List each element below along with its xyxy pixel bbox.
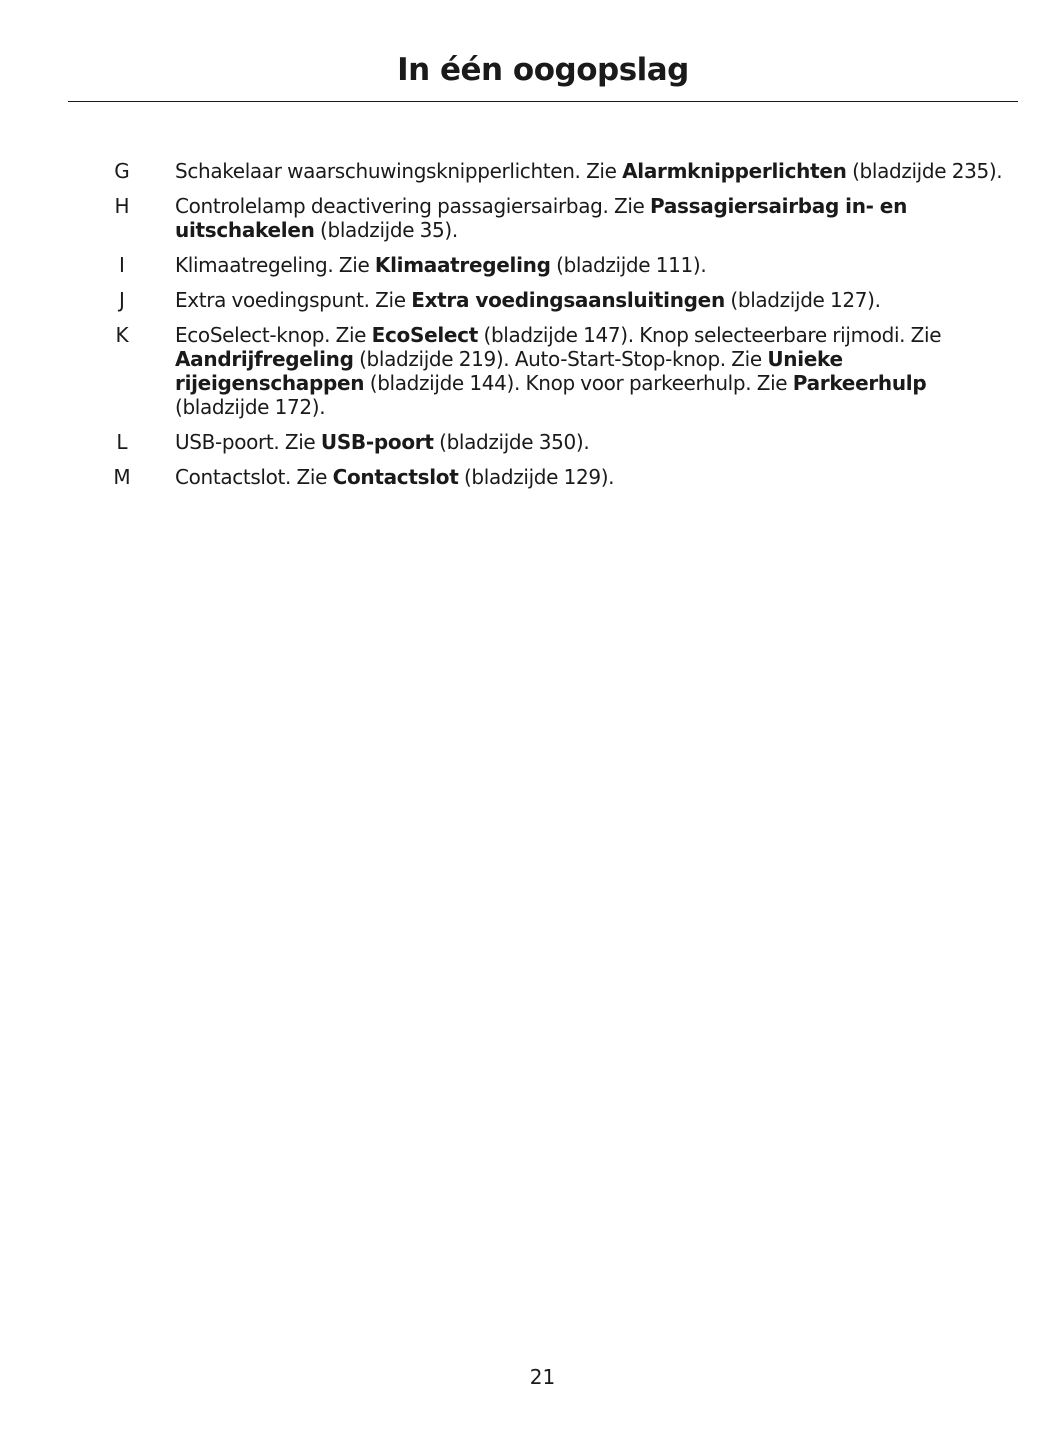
description-text: Extra voedingspunt. Zie — [175, 288, 412, 312]
legend-item-letter: K — [115, 323, 129, 347]
cross-reference-title: Passagiersairbag in- en uitschakelen — [175, 194, 908, 242]
legend-item — [68, 253, 1018, 277]
description-text: (bladzijde 147). Knop selecteerbare rijmodi. Zie — [478, 323, 942, 347]
description-text: (bladzijde 129). — [458, 465, 615, 489]
legend-item-description — [175, 288, 1018, 312]
description-text: (bladzijde 219). Auto-Start-Stop-knop. Zie — [353, 347, 768, 371]
legend-item-description — [175, 430, 1018, 454]
cross-reference-title: Extra voedingsaansluitingen — [411, 288, 725, 312]
cross-reference-title: Alarmknipperlichten — [622, 159, 847, 183]
description-text: Klimaatregeling. Zie — [175, 253, 375, 277]
page-number: 21 — [529, 1365, 556, 1389]
legend-item — [68, 159, 1018, 183]
legend-item-description — [175, 465, 1018, 489]
cross-reference-title: Contactslot — [332, 465, 459, 489]
description-text: EcoSelect-knop. Zie — [175, 323, 372, 347]
legend-item — [68, 323, 1018, 419]
legend-item — [68, 194, 1018, 242]
legend-item-letter: I — [119, 253, 125, 277]
legend-item-description — [175, 159, 1018, 183]
title-divider — [68, 101, 1018, 102]
description-text: (bladzijde 111). — [550, 253, 707, 277]
legend-list — [68, 159, 1018, 500]
legend-item-letter: G — [114, 159, 130, 183]
cross-reference-title: EcoSelect — [371, 323, 478, 347]
description-text: (bladzijde 235). — [846, 159, 1003, 183]
cross-reference-title: USB-poort — [320, 430, 434, 454]
description-text: (bladzijde 35). — [314, 218, 458, 242]
legend-item-letter: H — [114, 194, 130, 218]
legend-item-description — [175, 323, 1018, 419]
legend-item — [68, 465, 1018, 489]
cross-reference-title: Klimaatregeling — [374, 253, 551, 277]
cross-reference-title: Parkeerhulp — [792, 371, 927, 395]
description-text: (bladzijde 172). — [175, 395, 326, 419]
description-text: USB-poort. Zie — [175, 430, 321, 454]
cross-reference-title: Unieke rijeigenschappen — [175, 347, 843, 395]
description-text: Controlelamp deactivering passagiersairbag. Zie — [175, 194, 651, 218]
legend-item — [68, 288, 1018, 312]
description-text: Contactslot. Zie — [175, 465, 333, 489]
cross-reference-title: Aandrijfregeling — [175, 347, 354, 371]
description-text: Schakelaar waarschuwingsknipperlichten. Zie — [175, 159, 623, 183]
legend-item-letter: M — [113, 465, 131, 489]
legend-item-description — [175, 194, 1018, 242]
page-title: In één oogopslag — [397, 52, 689, 88]
legend-item-letter: L — [116, 430, 128, 454]
description-text: (bladzijde 350). — [433, 430, 590, 454]
legend-item-description — [175, 253, 1018, 277]
description-text: (bladzijde 127). — [724, 288, 881, 312]
description-text: (bladzijde 144). Knop voor parkeerhulp. Zie — [364, 371, 793, 395]
legend-item-letter: J — [119, 288, 125, 312]
legend-item — [68, 430, 1018, 454]
